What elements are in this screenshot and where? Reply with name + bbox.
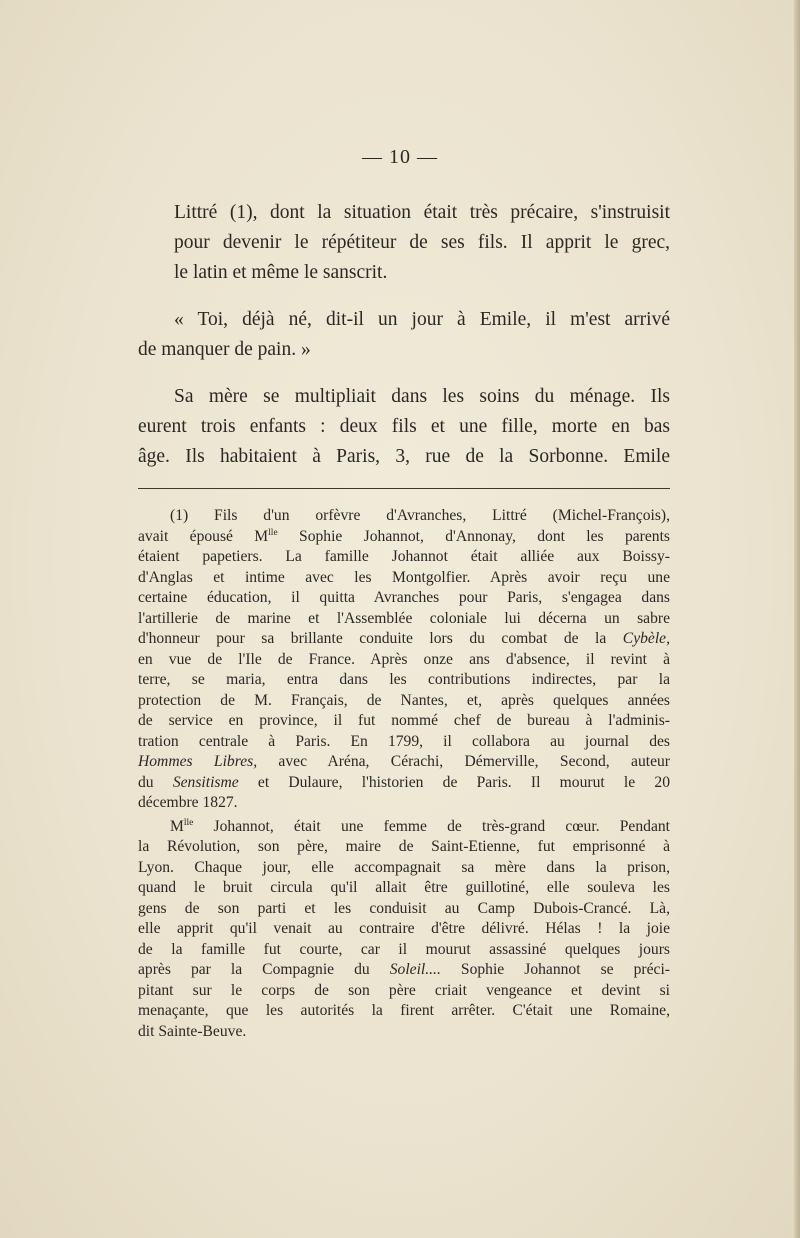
footnote-line: pitant sur le corps de son père criait vengeance et devint si	[138, 981, 670, 999]
footnote-line: elle apprit qu'il venait au contraire d'être délivré. Hélas ! la joie	[138, 920, 670, 937]
footnote-line: $M^{lle}$ Johannot, était une femme de très-grand cœur. Pendant	[170, 817, 670, 835]
main-text	[138, 198, 670, 472]
text-line: de manquer de pain. »	[138, 339, 311, 360]
footnote-line: l'artillerie de marine et l'Assemblée coloniale lui décerna un sabre	[138, 609, 670, 627]
paragraph-3	[138, 382, 670, 472]
page-edge	[794, 0, 800, 1238]
footnote-line: avait épousé $M^{lle}$ Sophie Johannot, d'Annonay, dont les parents	[138, 527, 670, 545]
footnote-line: dit Sainte-Beuve.	[138, 1022, 247, 1040]
text-line: pour devenir le répétiteur de ses fils. Il apprit le grec,	[174, 232, 670, 253]
text-line: « Toi, déjà né, dit-il un jour à Emile, il m'est arrivé	[174, 309, 670, 330]
footnote-paragraph-2	[138, 817, 670, 1043]
footnote-line: protection de M. Français, de Nantes, et, après quelques années	[138, 691, 670, 709]
text-line: Littré (1), dont la situation était très précaire, s'instruisit	[174, 202, 670, 223]
footnote-line: gens de son parti et les conduisit au Camp Dubois-Crancé. Là,	[138, 899, 670, 917]
footnote-line: étaient papetiers. La famille Johannot était alliée aux Boissy-	[138, 548, 670, 565]
text-line: Sa mère se multipliait dans les soins du ménage. Ils	[174, 386, 670, 407]
footnote-separator	[138, 488, 670, 489]
paragraph-2	[138, 305, 670, 365]
footnote-line: Hommes Libres, avec Aréna, Cérachi, Démerville, Second, auteur	[138, 753, 670, 770]
footnote-line: tration centrale à Paris. En 1799, il collabora au journal des	[138, 732, 670, 750]
footnote-line: d'honneur pour sa brillante conduite lors du combat de la Cybèle,	[138, 630, 670, 647]
footnote-line: du Sensitisme et Dulaure, l'historien de Paris. Il mourut le 20	[138, 773, 670, 791]
text-line: âge. Ils habitaient à Paris, 3, rue de la Sorbonne. Emile	[138, 446, 670, 467]
footnote-line: certaine éducation, il quitta Avranches pour Paris, s'engagea dans	[138, 589, 670, 606]
footnote-line: en vue de l'Ile de France. Après onze ans d'absence, il revint à	[138, 650, 670, 668]
footnote-paragraph-1	[138, 506, 670, 814]
footnote-line: quand le bruit circula qu'il allait être guillotiné, elle souleva les	[138, 879, 670, 896]
footnote-line: menaçante, que les autorités la firent arrêter. C'était une Romaine,	[138, 1002, 670, 1019]
page-number: — 10 —	[362, 146, 438, 168]
footnote-line: décembre 1827.	[138, 794, 238, 811]
footnote-line: d'Anglas et intime avec les Montgolfier. Après avoir reçu une	[138, 568, 670, 586]
footnote-line: de service en province, il fut nommé chef de bureau à l'adminis-	[138, 712, 670, 729]
footnote-line: après par la Compagnie du Soleil.... Sophie Johannot se préci-	[138, 961, 670, 978]
footnote-line: terre, se maria, entra dans les contributions indirectes, par la	[138, 671, 670, 688]
footnote	[138, 506, 670, 1042]
footnote-line: la Révolution, son père, maire de Saint-Etienne, fut emprisonné à	[138, 838, 670, 855]
footnote-line: Lyon. Chaque jour, elle accompagnait sa mère dans la prison,	[138, 858, 670, 876]
footnote-line: (1) Fils d'un orfèvre d'Avranches, Littré (Michel-François),	[170, 507, 670, 524]
paragraph-1	[138, 198, 670, 288]
footnote-line: de la famille fut courte, car il mourut assassiné quelques jours	[138, 940, 670, 958]
text-line: le latin et même le sanscrit.	[174, 262, 388, 283]
text-line: eurent trois enfants : deux fils et une fille, morte en bas	[138, 416, 670, 437]
